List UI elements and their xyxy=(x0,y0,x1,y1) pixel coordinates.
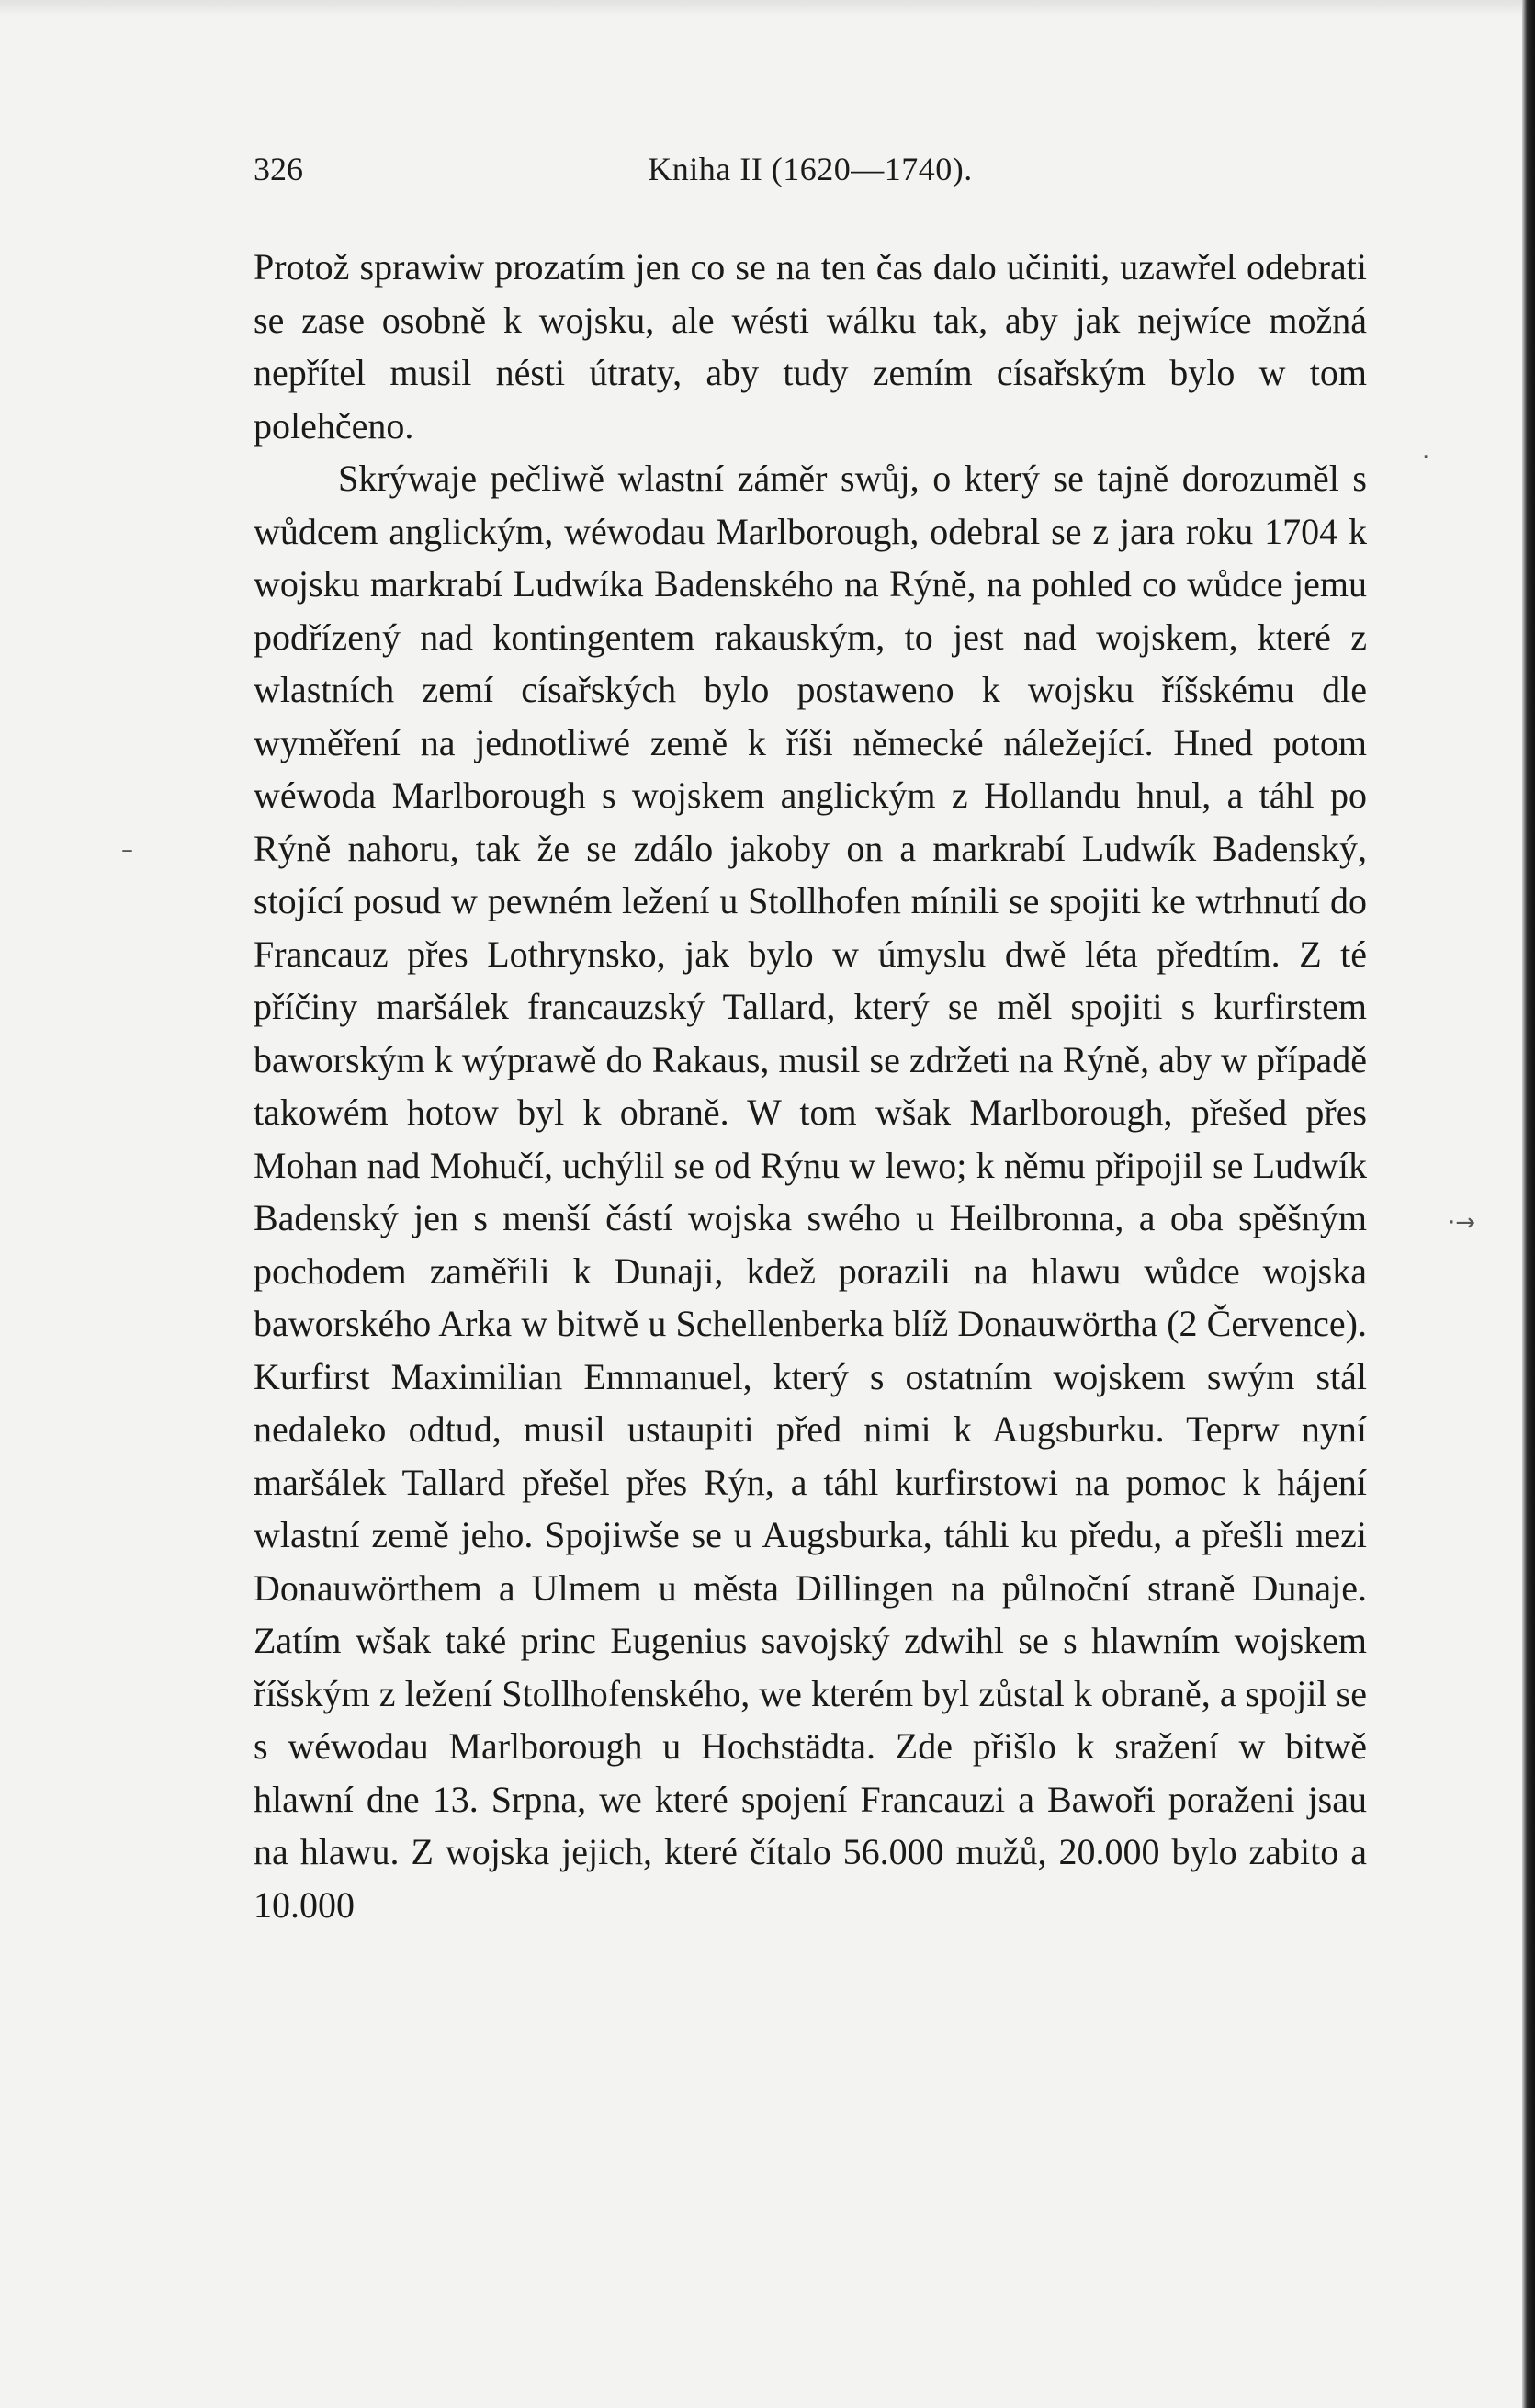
margin-dot-mark: · xyxy=(1422,444,1430,471)
page-number: 326 xyxy=(254,151,303,187)
paragraph-1: Protož sprawiw prozatím jen co se na ten čas dalo učiniti, uzawřel odebrati se zase osobně k wojsku, ale wésti wálku tak, aby jak nejwíce možná nepřítel musil nésti útraty, aby tudy zemím císařským bylo w tom polehčeno. xyxy=(254,246,1367,447)
margin-dash-mark: – xyxy=(121,836,133,864)
paragraph-2: Skrýwaje pečliwě wlastní záměr swůj, o který se tajně dorozuměl s wůdcem anglickým, wéwodau Marlborough, odebral se z jara roku 1704 k wojsku markrabí Ludwíka Badenského na Rýně, na pohled co wůdce jemu podřízený nad kontingentem rakauským, to jest nad wojskem, které z wlastních zemí císařských bylo postaweno k wojsku říšskému dle wyměření na jednotliwé země k říši německé náležející. Hned potom wéwoda Marlborough s wojskem anglickým z Hollandu hnul, a táhl po Rýně nahoru, tak že se zdálo jakoby on a markrabí Ludwík Badenský, stojící posud w pewném ležení u Stollhofen mínili se spojiti ke wtrhnutí do Francauz přes Lothrynsko, jak bylo w úmyslu dwě léta předtím. Z té příčiny maršálek francauzský Tallard, který se měl spojiti s kurfirstem baworským k wýprawě do Rakaus, musil se zdržeti na Rýně, aby w případě takowém hotow byl k obraně. W tom wšak Marlborough, přešed přes Mohan nad Mohučí, uchýlil se od Rýnu w lewo; k němu připojil se Ludwík Badenský jen s menší částí wojska swého u Heilbronna, a oba spěšným pochodem zaměřili k Dunaji, kdež porazili na hlawu wůdce wojska baworského Arka w bitwě u Schellenberka blíž Donauwörtha (2 Července). Kurfirst Maximilian Emmanuel, který s ostatním wojskem swým stál nedaleko odtud, musil ustaupiti před nimi k Augsburku. Teprw nyní maršálek Tallard přešel přes Rýn, a táhl kurfirstowi na pomoc k hájení wlastní země jeho. Spojiwše se u Augsburka, táhli ku předu, a přešli mezi Donauwörthem a Ulmem u města Dillingen na půlnoční straně Dunaje. Zatím wšak také princ Eugenius savojský zdwihl se s hlawním wojskem říšským z ležení Stollhofenského, we kterém byl zůstal k obraně, a spojil se s wéwodau Marlborough u Hochstädta. Zde přišlo k sražení w bitwě hlawní dne 13. Srpna, we které spojení Francauzi a Bawoři poraženi jsau na hlawu. Z wojska jejich, které čítalo 56.000 mužů, 20.000 bylo zabito a 10.000 xyxy=(254,458,1367,1926)
margin-arrow-mark: ·→ xyxy=(1448,1209,1476,1237)
page-top-shadow xyxy=(0,0,1535,17)
page-header xyxy=(254,150,1367,205)
page-binding-edge xyxy=(1522,0,1535,2408)
running-head: Kniha II (1620—1740). xyxy=(648,151,973,187)
body-text xyxy=(254,241,1367,1931)
